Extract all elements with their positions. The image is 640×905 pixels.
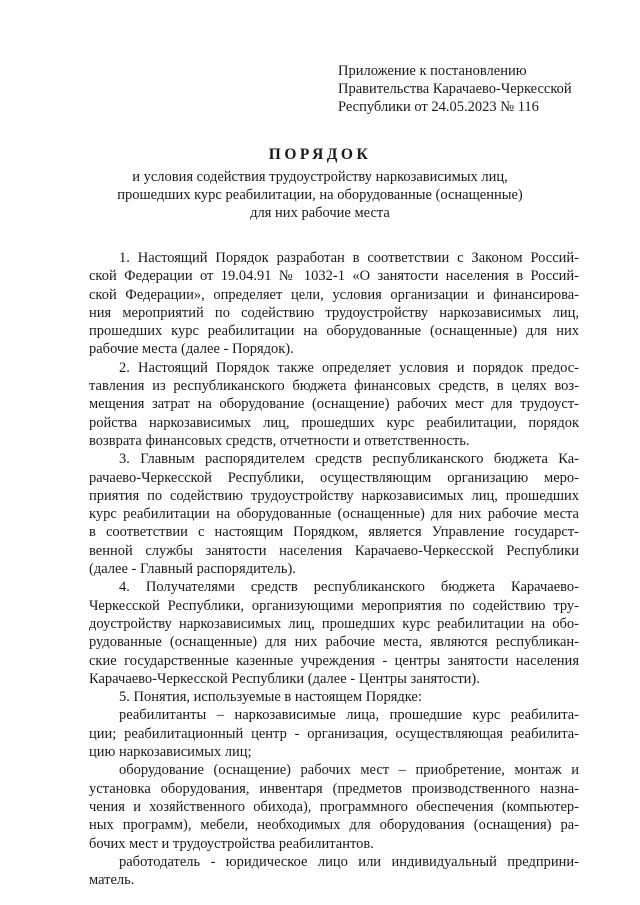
body-line: реабилитанты – наркозависимые лица, прошедшие курс реабилита- — [119, 707, 579, 724]
body-line: ской Федерации», определяет цели, условия организации и финансирова- — [89, 286, 579, 303]
approval-line-1: Приложение к постановлению — [338, 63, 527, 79]
body-line: 3. Главным распорядителем средств республиканского бюджета Ка- — [119, 451, 579, 468]
body-line: Черкесской Республики, организующими мероприятия по содействию тру- — [89, 597, 579, 614]
document-body — [89, 249, 579, 889]
body-line: установка оборудования, инвентаря (предметов производственного назна- — [89, 780, 579, 797]
body-line: Карачаево-Черкесской Республики (далее - Центры занятости). — [89, 670, 480, 687]
body-line: работодатель - юридическое лицо или индивидуальный предприни- — [119, 853, 579, 870]
subtitle-line-1: и условия содействия трудоустройству наркозависимых лиц, — [132, 169, 508, 185]
body-line: ские государственные казенные учреждения - центры занятости населения — [89, 652, 579, 669]
body-line: 1. Настоящий Порядок разработан в соответствии с Законом Россий- — [119, 250, 579, 266]
document-title: ПОРЯДОК — [268, 146, 372, 163]
body-line: 4. Получателями средств республиканского бюджета Карачаево- — [119, 579, 579, 596]
body-line: 2. Настоящий Порядок также определяет условия и порядок предос- — [119, 359, 579, 376]
body-line: ния мероприятий по содействию трудоустройству наркозависимых лиц, — [89, 304, 579, 321]
subtitle-line-3: для них рабочие места — [250, 205, 390, 221]
subtitle-line-2: прошедших курс реабилитации, на оборудованные (оснащенные) — [117, 187, 523, 203]
body-line: ской Федерации от 19.04.91 № 1032-1 «О занятости населения в Россий- — [89, 268, 579, 285]
body-line: бочих мест и трудоустройства реабилитантов. — [89, 835, 374, 852]
body-line: курс реабилитации на оборудованные (оснащенные) для них рабочие места — [89, 506, 579, 523]
body-line: 5. Понятия, используемые в настоящем Порядке: — [119, 689, 422, 706]
body-line: в соответствии с настоящим Порядком, является Управление государст- — [89, 524, 579, 541]
approval-line-3: Республики от 24.05.2023 № 116 — [338, 99, 539, 115]
body-line: матель. — [89, 872, 135, 889]
document-subtitle — [0, 168, 640, 222]
body-line: приятия по содействию трудоустройству наркозависимых лиц, прошедших — [89, 487, 579, 504]
body-line: рабочие места (далее - Порядок). — [89, 341, 294, 358]
body-line: ных программ), мебели, необходимых для оборудования (оснащения) ра- — [89, 817, 579, 834]
body-line: возврата финансовых средств, отчетности и ответственность. — [89, 432, 470, 449]
body-line: чения и хозяйственного обихода), программного обеспечения (компьютер- — [89, 798, 579, 815]
body-line: прошедших курс реабилитации на оборудованные (оснащенные) для них — [89, 323, 579, 340]
body-line: доустройству наркозависимых лиц, прошедших курс реабилитации на обо- — [89, 615, 579, 632]
approval-block — [338, 62, 608, 116]
body-line: рачаево-Черкесской Республики, осуществляющим организацию меро- — [89, 469, 579, 486]
body-line: венной службы занятости населения Карачаево-Черкесской Республики — [89, 542, 579, 559]
body-line: рудованные (оснащенные) для них рабочие места, являются республикан- — [89, 634, 579, 651]
body-line: оборудование (оснащение) рабочих мест – приобретение, монтаж и — [119, 762, 579, 779]
body-line: цию наркозависимых лиц; — [89, 744, 252, 761]
body-line: ройства наркозависимых лиц, прошедших курс реабилитации, порядок — [89, 414, 579, 431]
body-line: ции; реабилитационный центр - организация, осуществляющая реабилита- — [89, 725, 579, 742]
approval-line-2: Правительства Карачаево-Черкесской — [338, 81, 572, 97]
body-line: (далее - Главный распорядитель). — [89, 561, 296, 578]
body-line: мещения затрат на оборудование (оснащение) рабочих мест для трудоуст- — [89, 396, 579, 413]
body-line: тавления из республиканского бюджета финансовых средств, в целях воз- — [89, 378, 579, 395]
